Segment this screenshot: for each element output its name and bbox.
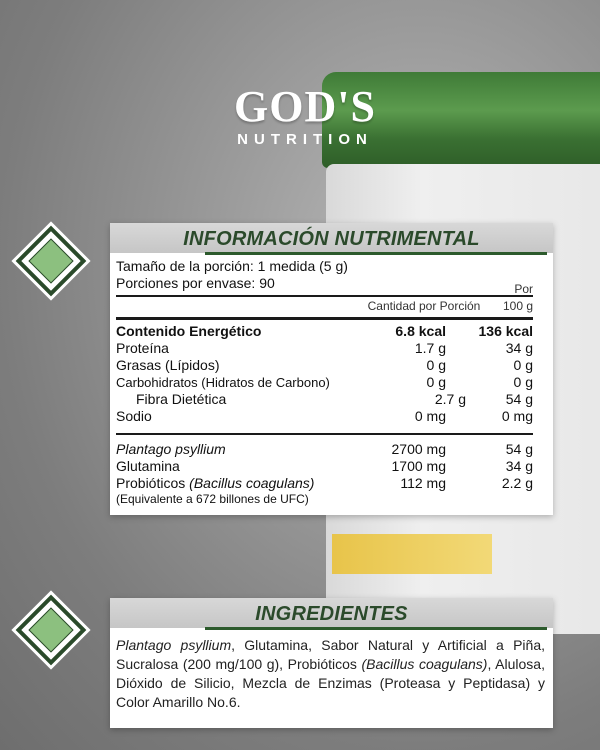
- ingredients-part2: , Alulosa, Dióxido de Silicio, Mezcla de Enzimas (Proteasa y Peptidasa) y Color Amarillo No.6.: [116, 656, 545, 710]
- nutrient-per-100g: 34 g: [505, 340, 533, 356]
- nutrient-per-serving: 0 g: [426, 374, 446, 390]
- nutrient-per-100g: 0 g: [513, 374, 533, 390]
- nutrient-per-serving: 2.7 g: [434, 391, 466, 407]
- brand-name: GOD'S: [234, 82, 376, 131]
- nutrient-row: [116, 408, 533, 425]
- ingredient-psyllium: Plantago psyllium: [116, 637, 232, 653]
- energy-row: [116, 317, 533, 340]
- nutrient-label: Grasas (Lípidos): [116, 357, 220, 373]
- ingredients-panel: [110, 598, 553, 728]
- nutrition-title: INFORMACIÓN NUTRIMENTAL: [110, 223, 553, 253]
- nutrient-per-serving: 0 mg: [414, 408, 446, 424]
- ingredient-label: Plantago psyllium: [116, 441, 226, 457]
- ingredient-row: [116, 475, 533, 492]
- nutrient-label: Sodio: [116, 408, 152, 424]
- nutrient-per-100g: 0 mg: [501, 408, 533, 424]
- ingredients-text: [116, 636, 545, 712]
- ingredients-part1: , Glutamina, Sabor Natural y Artificial a Piña, Sucralosa (200 mg/100 g), Probióticos: [116, 637, 545, 672]
- ufc-note-text: (Equivalente a 672 billones de UFC): [116, 492, 309, 506]
- nutrient-label: Fibra Dietética: [136, 391, 227, 407]
- nutrient-per-100g: 54 g: [505, 391, 533, 407]
- energy-label: Contenido Energético: [116, 323, 262, 339]
- nutrient-per-100g: 0 g: [513, 357, 533, 373]
- ingredient-row: [116, 433, 533, 458]
- nutrient-row: [116, 374, 533, 391]
- energy-per-serving: 6.8 kcal: [395, 323, 446, 339]
- col-per-serving: Cantidad por Porción: [367, 299, 481, 313]
- ufc-note: [116, 492, 533, 507]
- servings-text: Porciones por envase: 90: [116, 275, 275, 291]
- serving-size-text: Tamaño de la porción: 1 medida (5 g): [116, 258, 348, 274]
- brand-logo: [205, 82, 405, 148]
- energy-per-100g: 136 kcal: [478, 323, 533, 339]
- ingredient-per-100g: 2.2 g: [501, 475, 533, 491]
- jar-flavor-strip: [332, 534, 492, 574]
- ingredient-bacillus: (Bacillus coagulans): [361, 656, 488, 672]
- probiotics-species: (Bacillus coagulans): [189, 475, 315, 491]
- nutrient-per-serving: 1.7 g: [414, 340, 446, 356]
- ingredient-per-serving: 2700 mg: [391, 441, 446, 457]
- nutrient-row: [116, 340, 533, 357]
- servings-per-container: [116, 275, 533, 292]
- nutrient-per-serving: 0 g: [426, 357, 446, 373]
- nutrient-label: Proteína: [116, 340, 169, 356]
- ingredient-per-100g: 54 g: [505, 441, 533, 457]
- ingredient-label: [116, 475, 354, 492]
- ingredient-per-100g: 34 g: [505, 458, 533, 474]
- ingredients-title: INGREDIENTES: [110, 598, 553, 628]
- ingredient-per-serving: 112 mg: [400, 475, 446, 491]
- col-per-100g: Por 100 g: [502, 282, 533, 313]
- nutrient-row: [116, 357, 533, 374]
- ingredient-row: [116, 458, 533, 475]
- nutrition-panel: [110, 223, 553, 515]
- nutrient-label: Carbohidratos (Hidratos de Carbono): [116, 375, 330, 390]
- serving-size: [116, 258, 533, 275]
- probiotics-label: Probióticos: [116, 475, 190, 491]
- nutrition-table: [116, 258, 533, 507]
- ingredient-label: Glutamina: [116, 458, 180, 474]
- nutrient-row: [116, 391, 533, 408]
- ingredient-per-serving: 1700 mg: [391, 458, 446, 474]
- brand-subtitle: NUTRITION: [237, 131, 373, 148]
